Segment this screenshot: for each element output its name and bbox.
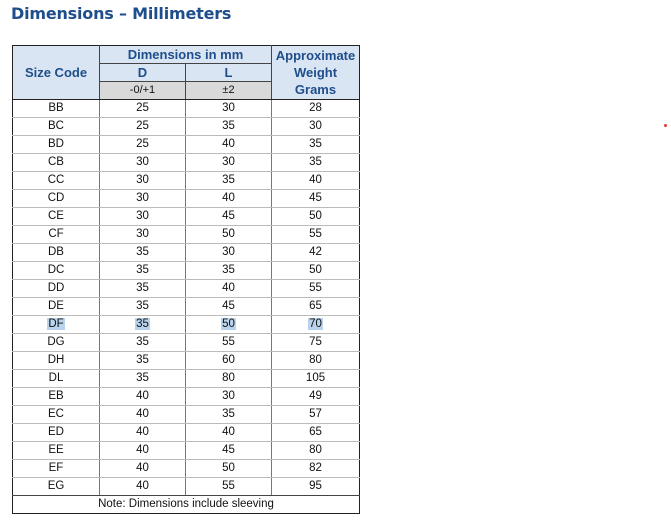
cell-d — [100, 154, 186, 172]
cell-l-value: 35 — [222, 174, 235, 186]
cell-weight-value: 50 — [309, 210, 322, 222]
cell-weight — [272, 100, 360, 118]
cell-d-value: 25 — [136, 120, 149, 132]
cell-weight — [272, 154, 360, 172]
tolerance-d: -0/+1 — [100, 82, 186, 100]
cell-weight — [272, 262, 360, 280]
cell-size-code-value: CB — [48, 156, 64, 168]
cell-l — [186, 406, 272, 424]
cell-d — [100, 100, 186, 118]
cell-d-value: 35 — [136, 246, 149, 258]
header-col-l: L — [186, 64, 272, 82]
cell-weight — [272, 478, 360, 496]
cell-d-value: 35 — [136, 354, 149, 366]
cell-d — [100, 478, 186, 496]
cell-l-value: 30 — [222, 390, 235, 402]
cell-weight — [272, 118, 360, 136]
cell-d — [100, 442, 186, 460]
cell-size-code — [13, 190, 100, 208]
cell-size-code — [13, 244, 100, 262]
cell-l — [186, 442, 272, 460]
cell-size-code-value: DE — [48, 300, 64, 312]
cell-weight — [272, 424, 360, 442]
table-row — [13, 172, 360, 190]
cell-l — [186, 478, 272, 496]
header-col-d: D — [100, 64, 186, 82]
cell-l — [186, 154, 272, 172]
cell-weight-value: 80 — [309, 354, 322, 366]
cell-weight — [272, 460, 360, 478]
cell-weight-value: 105 — [305, 372, 326, 384]
cell-weight — [272, 190, 360, 208]
cell-size-code-value: EB — [48, 390, 64, 402]
cell-d — [100, 460, 186, 478]
cell-size-code-value: CE — [48, 210, 64, 222]
dimensions-table — [12, 45, 360, 514]
cell-d-value: 35 — [136, 372, 149, 384]
cell-size-code-value: BB — [48, 102, 64, 114]
cell-d — [100, 244, 186, 262]
cell-weight — [272, 334, 360, 352]
cell-l-value: 35 — [222, 408, 235, 420]
cell-weight-value: 40 — [309, 174, 322, 186]
table-row — [13, 406, 360, 424]
cell-weight — [272, 352, 360, 370]
cell-d — [100, 388, 186, 406]
cell-size-code-value: DH — [47, 354, 65, 366]
cell-l-value: 30 — [222, 246, 235, 258]
table-row — [13, 442, 360, 460]
cell-l — [186, 352, 272, 370]
table-row — [13, 298, 360, 316]
cell-weight-value: 70 — [309, 318, 322, 330]
tolerance-l: ±2 — [186, 82, 272, 100]
cell-weight-value: 65 — [309, 426, 322, 438]
cell-weight-value: 95 — [309, 480, 322, 492]
table-row — [13, 316, 360, 334]
cell-l-value: 30 — [222, 102, 235, 114]
cell-d-value: 35 — [136, 282, 149, 294]
header-weight-line1: Approximate — [275, 48, 356, 63]
cell-weight — [272, 136, 360, 154]
cell-size-code — [13, 298, 100, 316]
cell-size-code-value: BD — [48, 138, 64, 150]
cell-l — [186, 424, 272, 442]
cell-l — [186, 370, 272, 388]
cell-size-code-value: DC — [47, 264, 65, 276]
cell-d-value: 30 — [136, 228, 149, 240]
cell-l — [186, 262, 272, 280]
table-row — [13, 190, 360, 208]
table-row — [13, 334, 360, 352]
header-weight — [272, 46, 360, 100]
cell-weight — [272, 280, 360, 298]
cell-d-value: 40 — [136, 390, 149, 402]
cell-d-value: 35 — [136, 336, 149, 348]
header-weight-line3: Grams — [294, 82, 337, 97]
table-row — [13, 280, 360, 298]
cell-l-value: 50 — [222, 318, 235, 330]
table-row — [13, 460, 360, 478]
table-row — [13, 478, 360, 496]
cell-weight-value: 35 — [309, 156, 322, 168]
cell-d-value: 30 — [136, 210, 149, 222]
table-row — [13, 136, 360, 154]
cell-weight — [272, 406, 360, 424]
cell-d — [100, 190, 186, 208]
cell-d — [100, 172, 186, 190]
cell-l-value: 40 — [222, 138, 235, 150]
cell-l — [186, 280, 272, 298]
cell-l — [186, 244, 272, 262]
cell-l — [186, 172, 272, 190]
cell-d — [100, 208, 186, 226]
cell-size-code — [13, 100, 100, 118]
cell-l-value: 45 — [222, 300, 235, 312]
cell-l — [186, 118, 272, 136]
cell-size-code — [13, 424, 100, 442]
cell-d — [100, 352, 186, 370]
cell-l-value: 45 — [222, 444, 235, 456]
cell-l — [186, 298, 272, 316]
cell-size-code — [13, 460, 100, 478]
cell-d-value: 35 — [136, 300, 149, 312]
cell-l-value: 40 — [222, 426, 235, 438]
cell-l-value: 55 — [222, 480, 235, 492]
cell-l-value: 35 — [222, 120, 235, 132]
cell-d-value: 40 — [136, 426, 149, 438]
table-row — [13, 208, 360, 226]
cell-d — [100, 424, 186, 442]
cell-d-value: 40 — [136, 480, 149, 492]
cell-size-code — [13, 352, 100, 370]
cell-size-code — [13, 262, 100, 280]
cell-weight — [272, 388, 360, 406]
cell-size-code-value: EG — [47, 480, 65, 492]
cell-l-value: 50 — [222, 228, 235, 240]
cell-l — [186, 208, 272, 226]
cell-d — [100, 262, 186, 280]
cell-d — [100, 406, 186, 424]
cell-size-code — [13, 136, 100, 154]
cell-weight-value: 57 — [309, 408, 322, 420]
cell-size-code-value: ED — [48, 426, 64, 438]
table-note: Note: Dimensions include sleeving — [98, 498, 274, 510]
cell-d — [100, 136, 186, 154]
cell-size-code — [13, 478, 100, 496]
cell-d-value: 30 — [136, 174, 149, 186]
cell-weight — [272, 442, 360, 460]
table-row — [13, 154, 360, 172]
cell-l-value: 40 — [222, 192, 235, 204]
cell-l — [186, 388, 272, 406]
cell-d-value: 25 — [136, 102, 149, 114]
cell-d-value: 40 — [136, 462, 149, 474]
table-row — [13, 424, 360, 442]
cell-d — [100, 118, 186, 136]
cell-weight-value: 45 — [309, 192, 322, 204]
header-dimensions-group: Dimensions in mm — [100, 46, 272, 64]
cell-d — [100, 334, 186, 352]
page-title: Dimensions – Millimeters — [11, 4, 232, 23]
cell-l — [186, 334, 272, 352]
cell-weight — [272, 316, 360, 334]
cell-size-code-value: EF — [48, 462, 64, 474]
cell-size-code — [13, 280, 100, 298]
table-row — [13, 262, 360, 280]
table-row — [13, 226, 360, 244]
cell-l-value: 30 — [222, 156, 235, 168]
cell-size-code-value: DB — [48, 246, 64, 258]
cell-l-value: 45 — [222, 210, 235, 222]
cell-weight-value: 42 — [309, 246, 322, 258]
cell-size-code — [13, 172, 100, 190]
cell-size-code — [13, 388, 100, 406]
cell-d — [100, 226, 186, 244]
cell-l-value: 40 — [222, 282, 235, 294]
cell-size-code — [13, 316, 100, 334]
cell-l — [186, 100, 272, 118]
table-row — [13, 388, 360, 406]
cell-l-value: 80 — [222, 372, 235, 384]
cell-size-code — [13, 208, 100, 226]
cell-size-code — [13, 118, 100, 136]
cell-weight — [272, 244, 360, 262]
cell-size-code-value: CC — [47, 174, 65, 186]
table-body — [13, 100, 360, 496]
cell-weight — [272, 226, 360, 244]
cell-d-value: 40 — [136, 444, 149, 456]
cell-weight-value: 75 — [309, 336, 322, 348]
red-dot-mark — [664, 124, 667, 127]
cell-l — [186, 460, 272, 478]
cell-l-value: 35 — [222, 264, 235, 276]
cell-size-code-value: DL — [48, 372, 64, 384]
cell-weight — [272, 370, 360, 388]
cell-size-code-value: DF — [48, 318, 64, 330]
cell-weight — [272, 208, 360, 226]
cell-d-value: 35 — [136, 318, 149, 330]
cell-size-code-value: EE — [48, 444, 64, 456]
cell-size-code-value: CF — [48, 228, 64, 240]
cell-weight — [272, 172, 360, 190]
cell-weight-value: 50 — [309, 264, 322, 276]
cell-d-value: 40 — [136, 408, 149, 420]
cell-weight-value: 55 — [309, 228, 322, 240]
table-row — [13, 118, 360, 136]
cell-d — [100, 280, 186, 298]
cell-l-value: 50 — [222, 462, 235, 474]
cell-size-code — [13, 226, 100, 244]
cell-size-code — [13, 442, 100, 460]
header-size-code: Size Code — [13, 46, 100, 100]
table-row — [13, 100, 360, 118]
cell-l — [186, 226, 272, 244]
cell-weight-value: 49 — [309, 390, 322, 402]
cell-size-code-value: DG — [47, 336, 65, 348]
cell-size-code-value: DD — [47, 282, 65, 294]
cell-size-code — [13, 334, 100, 352]
cell-weight-value: 35 — [309, 138, 322, 150]
table-row — [13, 352, 360, 370]
cell-size-code-value: BC — [48, 120, 64, 132]
cell-size-code-value: EC — [48, 408, 64, 420]
cell-l-value: 60 — [222, 354, 235, 366]
cell-l-value: 55 — [222, 336, 235, 348]
header-weight-line2: Weight — [293, 65, 338, 80]
cell-size-code — [13, 154, 100, 172]
cell-weight-value: 30 — [309, 120, 322, 132]
cell-weight-value: 82 — [309, 462, 322, 474]
cell-weight — [272, 298, 360, 316]
cell-size-code — [13, 370, 100, 388]
cell-size-code-value: CD — [47, 192, 65, 204]
cell-d-value: 35 — [136, 264, 149, 276]
cell-weight-value: 28 — [309, 102, 322, 114]
table-row — [13, 244, 360, 262]
cell-d-value: 30 — [136, 192, 149, 204]
cell-l — [186, 136, 272, 154]
cell-d — [100, 370, 186, 388]
cell-l — [186, 316, 272, 334]
cell-size-code — [13, 406, 100, 424]
cell-d — [100, 316, 186, 334]
table-row — [13, 370, 360, 388]
cell-d — [100, 298, 186, 316]
cell-d-value: 25 — [136, 138, 149, 150]
cell-weight-value: 55 — [309, 282, 322, 294]
cell-weight-value: 65 — [309, 300, 322, 312]
cell-l — [186, 190, 272, 208]
cell-weight-value: 80 — [309, 444, 322, 456]
cell-d-value: 30 — [136, 156, 149, 168]
